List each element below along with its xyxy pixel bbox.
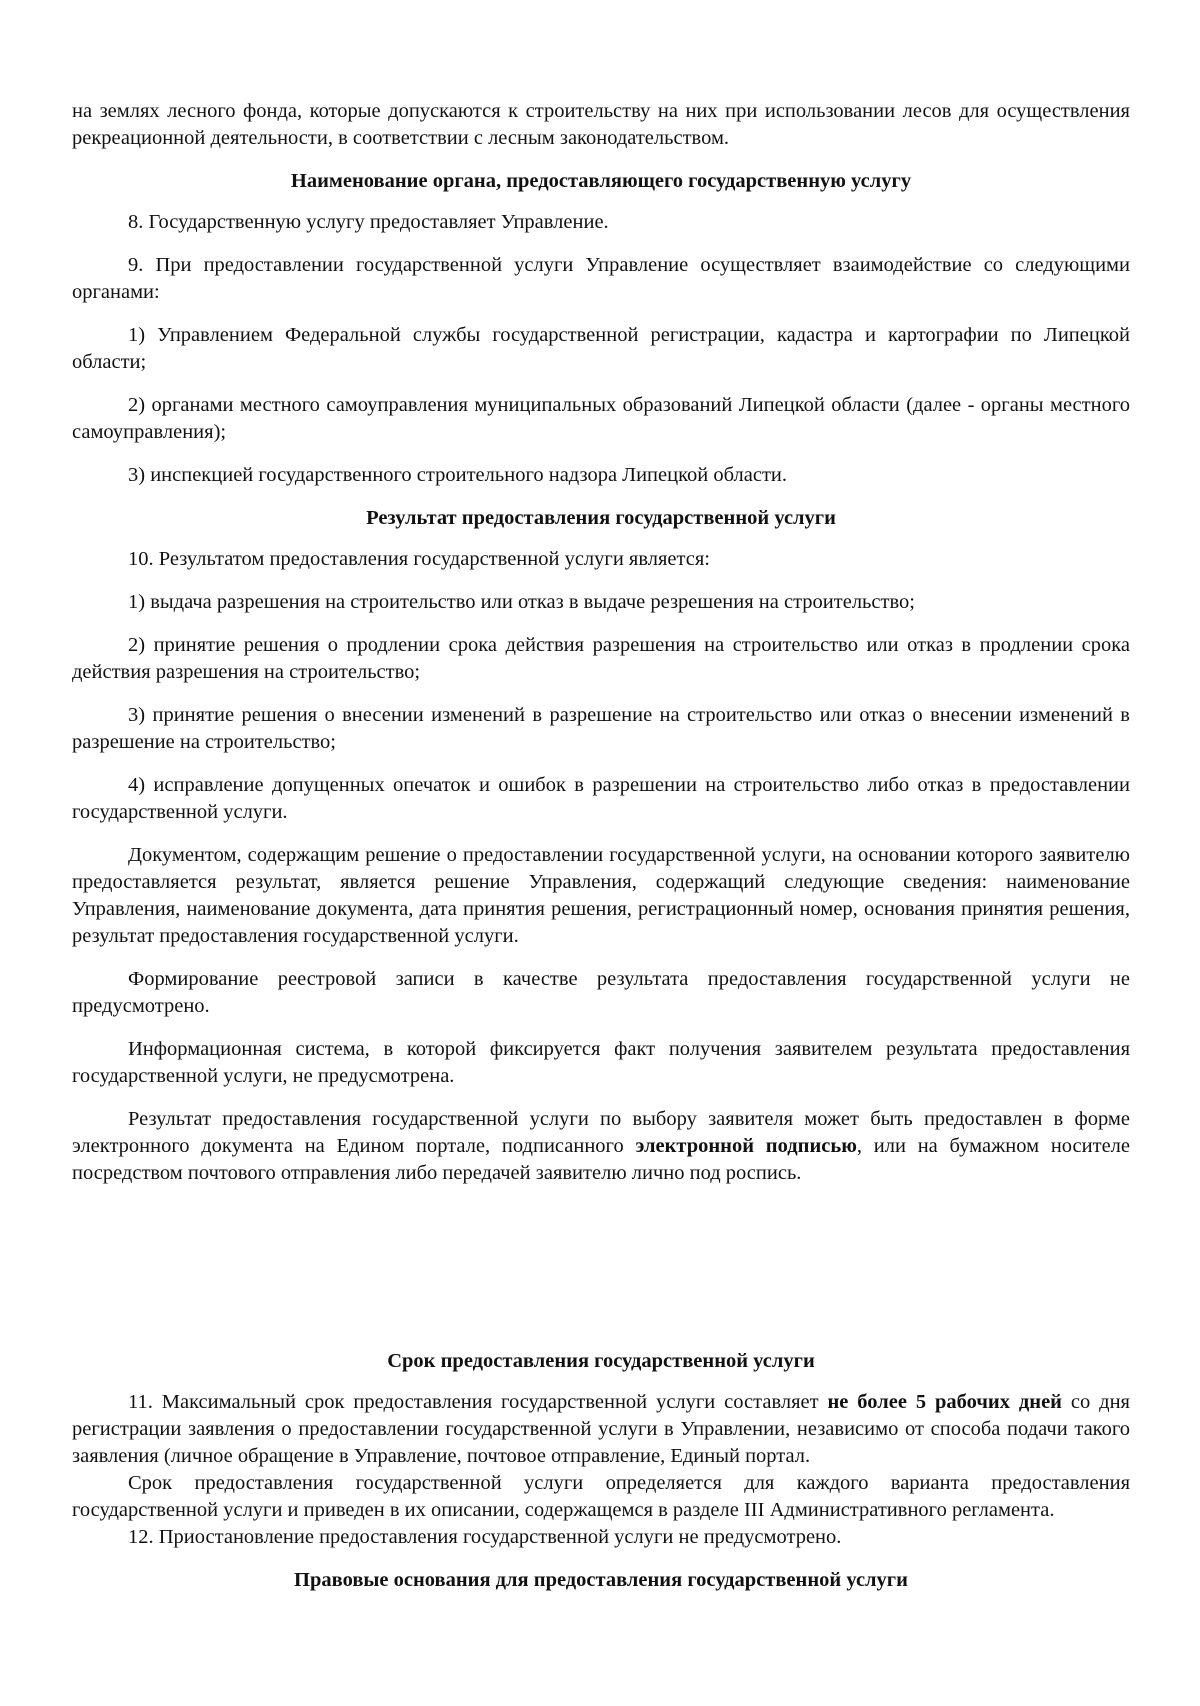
- paragraph-10-item-3: 3) принятие решения о внесении изменений в разрешение на строительство или отказ о внесении изменений в разрешение на строительство;: [72, 704, 1130, 753]
- paragraph-8: 8. Государственную услугу предоставляет Управление.: [128, 211, 609, 233]
- registry-record-paragraph: Формирование реестровой записи в качестве результата предоставления государственной услуги не предусмотрено.: [72, 968, 1130, 1017]
- delivery-bold-text: электронной подписью: [635, 1135, 857, 1157]
- paragraph-9: 9. При предоставлении государственной услуги Управление осуществляет взаимодействие со следующими органами:: [72, 254, 1130, 303]
- result-delivery-paragraph: [72, 1106, 1130, 1187]
- term-variant-paragraph: Срок предоставления государственной услуги определяется для каждого варианта предоставления государственной услуги и приведен в их описании, содержащемся в разделе III Административного регламента.: [72, 1472, 1130, 1521]
- paragraph-11: [72, 1389, 1130, 1470]
- paragraph-10: 10. Результатом предоставления государственной услуги является:: [128, 548, 710, 570]
- heading-legal: Правовые основания для предоставления государственной услуги: [294, 1569, 908, 1591]
- delivery-text-2: , или на бумажном носителе посредством почтового отправления либо передачей заявителю лично под роспись.: [72, 1135, 1131, 1184]
- paragraph-10-item-4: 4) исправление допущенных опечаток и ошибок в разрешении на строительство либо отказ в предоставлении государственной услуги.: [72, 774, 1130, 823]
- intro-continuation: на землях лесного фонда, которые допускаются к строительству на них при использовании лесов для осуществления рекреационной деятельности, в соответствии с лесным законодательством.: [72, 100, 1130, 149]
- paragraph-9-item-2: 2) органами местного самоуправления муниципальных образований Липецкой области (далее - органы местного самоуправления);: [72, 394, 1130, 443]
- p11-text-2: со дня регистрации заявления о предоставлении государственной услуги в Управлении, независимо от способа подачи такого заявления (личное обращение в Управление, почтовое отправление, Единый портал.: [72, 1391, 1130, 1467]
- heading-authority: Наименование органа, предоставляющего государственную услугу: [290, 170, 912, 192]
- paragraph-10-item-2: 2) принятие решения о продлении срока действия разрешения на строительство или отказ в продлении срока действия разрешения на строительство;: [72, 634, 1130, 683]
- p11-bold-text: не более 5 рабочих дней: [827, 1391, 1062, 1413]
- paragraph-10-item-1: 1) выдача разрешения на строительство или отказ в выдаче резрешения на строительство;: [128, 591, 915, 613]
- decision-document-paragraph: Документом, содержащим решение о предоставлении государственной услуги, на основании которого заявителю предоставляется результат, является решение Управления, содержащий следующие сведения: наименование Управления, наименование документа, дата принятия решения, регистрационный номер, основания принятия решения, результат предоставления государственной услуги.: [72, 844, 1130, 947]
- information-system-paragraph: Информационная система, в которой фиксируется факт получения заявителем результата предоставления государственной услуги, не предусмотрена.: [72, 1038, 1130, 1087]
- heading-term: Срок предоставления государственной услуги: [387, 1350, 815, 1372]
- delivery-text-1: Результат предоставления государственной услуги по выбору заявителя может быть предоставлен в форме электронного документа на Едином портале, подписанного: [72, 1108, 1130, 1157]
- paragraph-9-item-1: 1) Управлением Федеральной службы государственной регистрации, кадастра и картографии по Липецкой области;: [72, 324, 1130, 373]
- paragraph-12: 12. Приостановление предоставления государственной услуги не предусмотрено.: [128, 1526, 842, 1548]
- paragraph-9-item-3: 3) инспекцией государственного строительного надзора Липецкой области.: [128, 464, 788, 486]
- blank-space: [72, 1203, 1130, 1348]
- heading-result: Результат предоставления государственной услуги: [366, 507, 836, 529]
- p11-text-1: 11. Максимальный срок предоставления государственной услуги составляет: [128, 1391, 828, 1413]
